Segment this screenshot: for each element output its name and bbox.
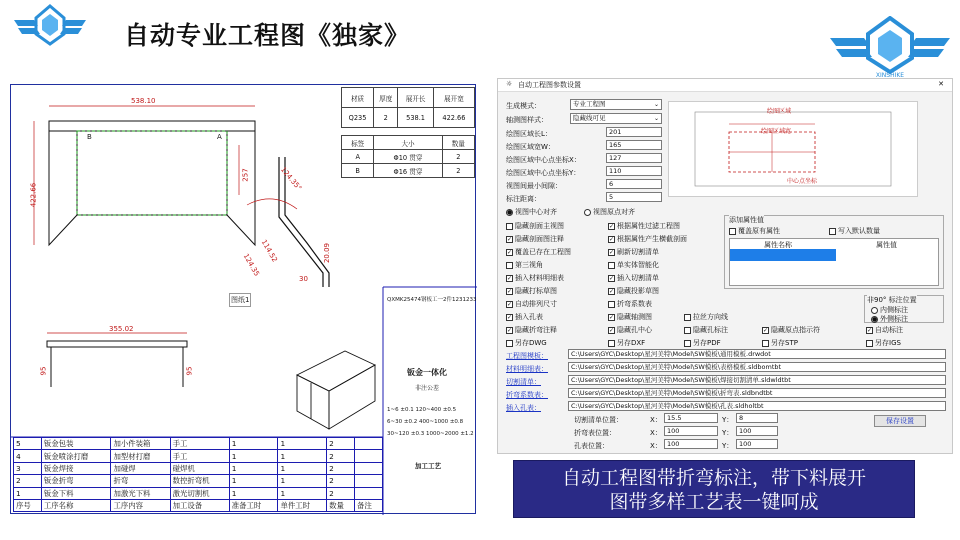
template-path-drawing[interactable]: C:\Users\GYC\Desktop\星河美特\Model\SW模板\通用模板.drwdot	[568, 349, 946, 359]
align-center-radio[interactable]: ● 视图中心对齐	[507, 208, 557, 216]
cover-property-check[interactable]: 覆盖原有属性	[729, 226, 780, 236]
inner-label-radio[interactable]: 内侧标注	[871, 305, 908, 315]
check-item[interactable]: 拉丝方向线	[684, 312, 728, 322]
check-item[interactable]: 另存IGS	[866, 338, 901, 348]
check-item[interactable]: ✓ 插入材料明细表	[507, 274, 564, 282]
pos-y-label: Y：	[722, 416, 734, 424]
table-row: 3 钣金焊接 加碰焊 碰焊机 1 1 2	[14, 462, 383, 474]
mt-h2: 展开长	[398, 88, 434, 108]
outer-label-radio[interactable]: ● 外侧标注	[872, 315, 908, 323]
field-label-style: 轴测图样式：	[506, 116, 548, 124]
ht-r1c1: Φ16 贯穿	[374, 164, 442, 178]
template-link-hole[interactable]: 插入孔表：	[506, 404, 541, 412]
pos-label-bend: 折弯表位置：	[574, 429, 616, 437]
check-item[interactable]: ✓ 根据属性产生横截剖面	[609, 235, 687, 243]
table-row: 4 钣金喷涂打磨 加型材打磨 手工 1 1 2	[14, 450, 383, 462]
engineering-drawing	[10, 84, 476, 514]
check-item[interactable]: ✓ 插入切割清单	[609, 274, 659, 282]
check-item[interactable]: ✓ 隐藏投影草图	[609, 287, 659, 295]
mt-v3: 422.66	[433, 108, 474, 128]
check-item[interactable]: ✓ 自动标注	[867, 326, 903, 334]
property-col-value: 属性值	[876, 241, 897, 249]
check-item[interactable]: 另存PDF	[684, 338, 721, 348]
center-x-input[interactable]: 127	[606, 153, 662, 163]
pos-label-cutlist: 切割清单位置：	[574, 416, 623, 424]
mode-select[interactable]: 专业工程图 ⌄	[570, 99, 662, 110]
check-item[interactable]: ✓ 插入孔表	[507, 313, 543, 321]
chevron-down-icon: ⌄	[653, 115, 659, 122]
template-path-bom[interactable]: C:\Users\GYC\Desktop\星河美特\Model\SW模板\表格模板.sldbomtbt	[568, 362, 946, 372]
check-item[interactable]: ✓ 自动排列尺寸	[507, 300, 557, 308]
mt-v0: Q235	[342, 108, 374, 128]
dim-95-right: 95	[185, 366, 194, 376]
ht-h2: 数量	[442, 136, 474, 150]
dim-bend: 257	[241, 168, 250, 182]
template-link-cutlist[interactable]: 切割清单：	[506, 378, 541, 386]
chevron-down-icon: ⌄	[653, 101, 659, 108]
check-item[interactable]: 另存DXF	[608, 338, 645, 348]
table-row: 1 钣金下料 加激光下料 激光切割机 1 1 2	[14, 487, 383, 499]
dim-95-left: 95	[39, 366, 48, 376]
material-table	[341, 87, 475, 128]
settings-dialog	[497, 78, 953, 454]
hole-table	[341, 135, 475, 178]
field-label-cy: 绘图区域中心点坐标Y：	[506, 169, 581, 177]
field-label-dist: 标注距离：	[506, 195, 541, 203]
property-col-name: 属性名称	[764, 241, 792, 249]
label-b: B	[87, 133, 92, 141]
dim-124: 124.35	[241, 252, 261, 278]
brand-text: XINSHIKE	[875, 72, 905, 78]
bend-y-input[interactable]: 100	[736, 426, 778, 436]
check-item[interactable]: ✓ 根据属性过滤工程图	[609, 222, 680, 230]
bend-x-input[interactable]: 100	[664, 426, 718, 436]
dialog-title: 自动工程图参数设置	[518, 81, 581, 89]
check-item[interactable]: 隐藏剖面主视图	[506, 221, 564, 231]
dialog-titlebar	[498, 79, 952, 92]
pos-x-label: X：	[650, 442, 662, 450]
check-item[interactable]: 隐藏孔标注	[684, 325, 728, 335]
field-label-gap: 视图间最小间隙：	[506, 182, 562, 190]
view-tag: 图纸1	[229, 293, 251, 307]
dim-top-width: 538.10	[131, 97, 156, 105]
angle-group-title: 非90° 标注位置	[867, 296, 917, 304]
width-input[interactable]: 165	[606, 140, 662, 150]
align-origin-radio[interactable]: 视图原点对齐	[584, 207, 635, 217]
gap-input[interactable]: 6	[606, 179, 662, 189]
property-group	[724, 215, 944, 289]
write-default-check[interactable]: 写入默认数量	[829, 226, 880, 236]
ht-r1c2: 2	[442, 164, 474, 178]
template-path-bend[interactable]: C:\Users\GYC\Desktop\星河美特\Model\SW模板\折弯表.sldbndtbt	[568, 388, 946, 398]
check-item[interactable]: 另存DWG	[506, 338, 547, 348]
mt-v2: 538.1	[398, 108, 434, 128]
check-item[interactable]: 另存STP	[762, 338, 798, 348]
bom-table	[13, 437, 383, 512]
dim-angle: 124.35°	[278, 165, 304, 193]
ht-r0c2: 2	[442, 150, 474, 164]
hole-y-input[interactable]: 100	[736, 439, 778, 449]
process-label: 加工工艺	[415, 462, 441, 470]
check-item[interactable]: 单实体智能化	[608, 260, 659, 270]
tol-row-2: 6~30 ±0.2 400~1000 ±0.8	[387, 419, 464, 425]
slide-title: 自动专业工程图《独家》	[124, 21, 411, 50]
caption-text	[514, 466, 914, 514]
ht-r0c1: Φ10 贯穿	[374, 150, 442, 164]
pos-label-hole: 孔表位置：	[574, 442, 609, 450]
template-link-bend[interactable]: 折弯系数表：	[506, 391, 548, 399]
close-icon[interactable]: ✕	[938, 80, 944, 88]
template-path-hole[interactable]: C:\Users\GYC\Desktop\星河美特\Model\SW模板\孔表.sldholtbt	[568, 401, 946, 411]
tol-note: 非注公差	[415, 385, 440, 392]
pos-y-label: Y：	[722, 442, 734, 450]
property-grid[interactable]	[729, 238, 939, 286]
layout-preview	[668, 101, 918, 197]
check-item[interactable]: ✓ 隐藏孔中心	[609, 326, 652, 334]
check-item[interactable]: 第三视角	[506, 260, 543, 270]
preview-center-label: 中心点坐标	[787, 178, 818, 185]
field-label-mode: 生成模式：	[506, 102, 541, 110]
template-link-drawing[interactable]: 工程图模板：	[506, 352, 548, 360]
field-label-length: 绘图区域长L：	[506, 130, 552, 138]
length-input[interactable]: 201	[606, 127, 662, 137]
tol-row-3: 30~120 ±0.3 1000~2000 ±1.2	[387, 431, 474, 437]
check-item[interactable]: ✓ 隐藏轴测图	[609, 313, 652, 321]
field-label-cx: 绘图区域中心点坐标X：	[506, 156, 581, 164]
caption-box	[513, 460, 915, 518]
style-select[interactable]: 隐藏线可见 ⌄	[570, 113, 662, 124]
preview-area-label: 绘图区域	[767, 108, 792, 115]
pos-x-label: X：	[650, 429, 662, 437]
check-item[interactable]: ✓ 隐藏折弯注释	[507, 326, 557, 334]
dim-height: 422.66	[29, 182, 38, 208]
brand-logo-left	[14, 4, 86, 48]
preview-dims-label: 绘图区域宽	[761, 128, 792, 135]
property-group-title: 添加属性值	[729, 216, 764, 224]
ht-r0c0: A	[342, 150, 374, 164]
template-path-cutlist[interactable]: C:\Users\GYC\Desktop\星河美特\Model\SW模板\焊接切割清单.sldwldtbt	[568, 375, 946, 385]
pos-x-label: X：	[650, 416, 662, 424]
check-item[interactable]: ✓ 覆盖已存在工程图	[507, 248, 571, 256]
table-row: 2 钣金折弯 折弯 数控折弯机 1 1 2	[14, 475, 383, 487]
angle-group	[864, 295, 944, 323]
ht-r1c0: B	[342, 164, 374, 178]
table-header-row: 序号 工序名称 工序内容 加工设备 准备工时 单件工时 数量 备注	[14, 499, 383, 511]
dist-input[interactable]: 5	[606, 192, 662, 202]
table-row: 5 钣金包装 加小件装箱 手工 1 1 2	[14, 438, 383, 450]
part-code: QXMK25474钢板工一2件1231233	[387, 297, 477, 303]
caption-line-1: 自动工程图带折弯标注，带下料展开	[561, 467, 866, 489]
field-label-width: 绘图区域宽W：	[506, 143, 555, 151]
dim-20: 20.09	[323, 242, 332, 264]
part-name: 钣金一体化	[407, 368, 447, 377]
mt-v1: 2	[374, 108, 398, 128]
caption-line-2: 图带多样工艺表一键呵成	[609, 491, 819, 513]
tol-row-1: 1~6 ±0.1 120~400 ±0.5	[387, 407, 457, 413]
hole-x-input[interactable]: 100	[664, 439, 718, 449]
mt-h0: 材质	[342, 88, 374, 108]
check-item[interactable]: ✓ 刷新切割清单	[609, 248, 659, 256]
check-item[interactable]: 折弯系数表	[608, 299, 652, 309]
check-item[interactable]: ✓ 隐藏打标草图	[507, 287, 557, 295]
center-y-input[interactable]: 110	[606, 166, 662, 176]
label-a: A	[217, 133, 222, 141]
cutlist-y-input[interactable]: 8	[736, 413, 778, 423]
cutlist-x-input[interactable]: 15.5	[664, 413, 718, 423]
dialog-app-icon: ☼	[506, 80, 513, 88]
ht-h1: 大小	[374, 136, 442, 150]
template-link-bom[interactable]: 材料明细表：	[506, 365, 548, 373]
check-item[interactable]: ✓ 隐藏剖面图注释	[507, 235, 564, 243]
mt-h1: 厚度	[374, 88, 398, 108]
brand-logo-right	[830, 16, 950, 78]
ht-h0: 标签	[342, 136, 374, 150]
dim-30: 30	[299, 275, 308, 283]
dim-114: 114.52	[259, 238, 279, 264]
property-selected-row[interactable]	[730, 249, 836, 261]
pos-y-label: Y：	[722, 429, 734, 437]
check-item[interactable]: ✓ 隐藏原点指示符	[763, 326, 820, 334]
save-settings-button[interactable]: 保存设置	[874, 415, 926, 427]
dim-bottom-width: 355.02	[109, 325, 134, 333]
mt-h3: 展开宽	[433, 88, 474, 108]
